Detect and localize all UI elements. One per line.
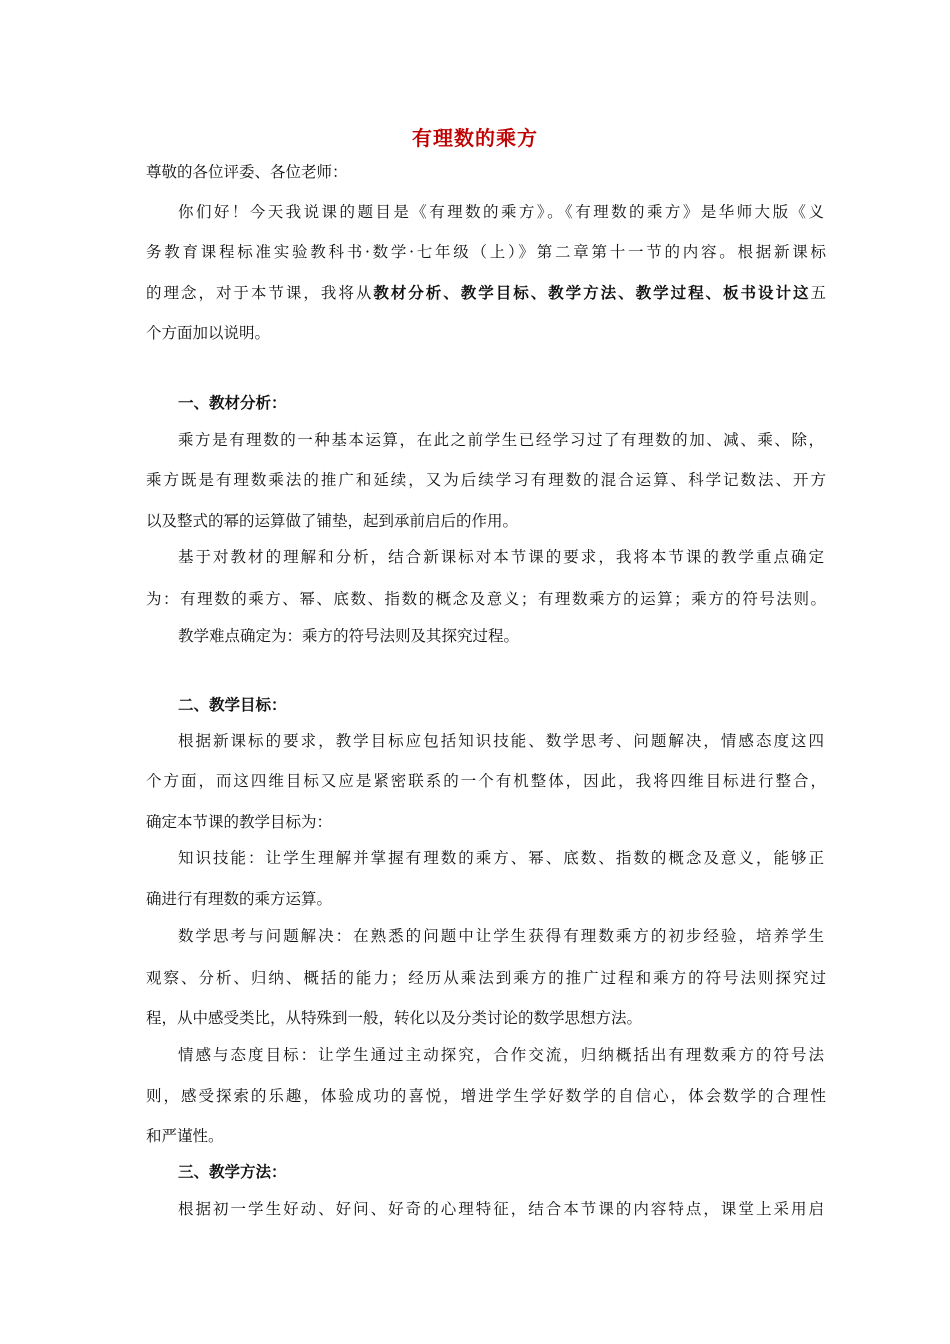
s1-p2-line-1: 基于对教材的理解和分析，结合新课标对本节课的要求，我将本节课的教学重点确定 <box>178 548 824 566</box>
s2-p1-line-1: 根据新课标的要求，教学目标应包括知识技能、数学思考、问题解决，情感态度这四 <box>178 732 824 750</box>
section-3-heading: 三、教学方法： <box>178 1162 287 1181</box>
s2-p1-line-3: 确定本节课的教学目标为： <box>146 813 333 831</box>
s2-p4-line-1: 情感与态度目标：让学生通过主动探究，合作交流，归纳概括出有理数乘方的符号法 <box>178 1046 824 1064</box>
s2-p4-line-2: 则，感受探索的乐趣，体验成功的喜悦，增进学生学好数学的自信心，体会数学的合理性 <box>146 1087 826 1105</box>
greeting: 尊敬的各位评委、各位老师： <box>146 163 348 181</box>
intro-line-3 <box>146 283 826 303</box>
s2-p2-line-1: 知识技能：让学生理解并掌握有理数的乘方、幂、底数、指数的概念及意义，能够正 <box>178 849 824 867</box>
s1-p2-line-2: 为：有理数的乘方、幂、底数、指数的概念及意义；有理数乘方的运算；乘方的符号法则。 <box>146 590 826 608</box>
document-title: 有理数的乘方 <box>412 126 538 150</box>
intro-line-1: 你们好！今天我说课的题目是《有理数的乘方》。《有理数的乘方》是华师大版《义 <box>178 203 824 221</box>
s2-p3-line-1: 数学思考与问题解决：在熟悉的问题中让学生获得有理数乘方的初步经验，培养学生 <box>178 927 824 945</box>
s1-p3: 教学难点确定为：乘方的符号法则及其探究过程。 <box>178 627 520 645</box>
s2-p4-line-3: 和严谨性。 <box>146 1127 224 1145</box>
intro-line-3-end: 五 <box>810 284 826 302</box>
s1-p1-line-2: 乘方既是有理数乘法的推广和延续，又为后续学习有理数的混合运算、科学记数法、开方 <box>146 471 826 489</box>
intro-line-3-emphasis: 教材分析、教学目标、教学方法、教学过程、板书设计这 <box>373 283 811 302</box>
s2-p3-line-3: 程，从中感受类比，从特殊到一般，转化以及分类讨论的数学思想方法。 <box>146 1009 643 1027</box>
s2-p3-line-2: 观察、分析、归纳、概括的能力；经历从乘法到乘方的推广过程和乘方的符号法则探究过 <box>146 969 826 987</box>
intro-line-4: 个方面加以说明。 <box>146 324 271 342</box>
s1-p1-line-3: 以及整式的幂的运算做了铺垫，起到承前启后的作用。 <box>146 512 519 530</box>
s1-p1-line-1: 乘方是有理数的一种基本运算，在此之前学生已经学习过了有理数的加、减、乘、除， <box>178 431 824 449</box>
s3-p1-line-1: 根据初一学生好动、好问、好奇的心理特征，结合本节课的内容特点，课堂上采用启 <box>178 1200 824 1218</box>
intro-line-2: 务教育课程标准实验教科书·数学·七年级（上）》第二章第十一节的内容。根据新课标 <box>146 243 826 261</box>
section-1-heading: 一、教材分析： <box>178 393 287 412</box>
intro-line-3-text: 的理念，对于本节课，我将从 <box>146 284 374 302</box>
section-2-heading: 二、教学目标： <box>178 695 287 714</box>
s2-p2-line-2: 确进行有理数的乘方运算。 <box>146 890 333 908</box>
s2-p1-line-2: 个方面，而这四维目标又应是紧密联系的一个有机整体，因此，我将四维目标进行整合， <box>146 772 826 790</box>
